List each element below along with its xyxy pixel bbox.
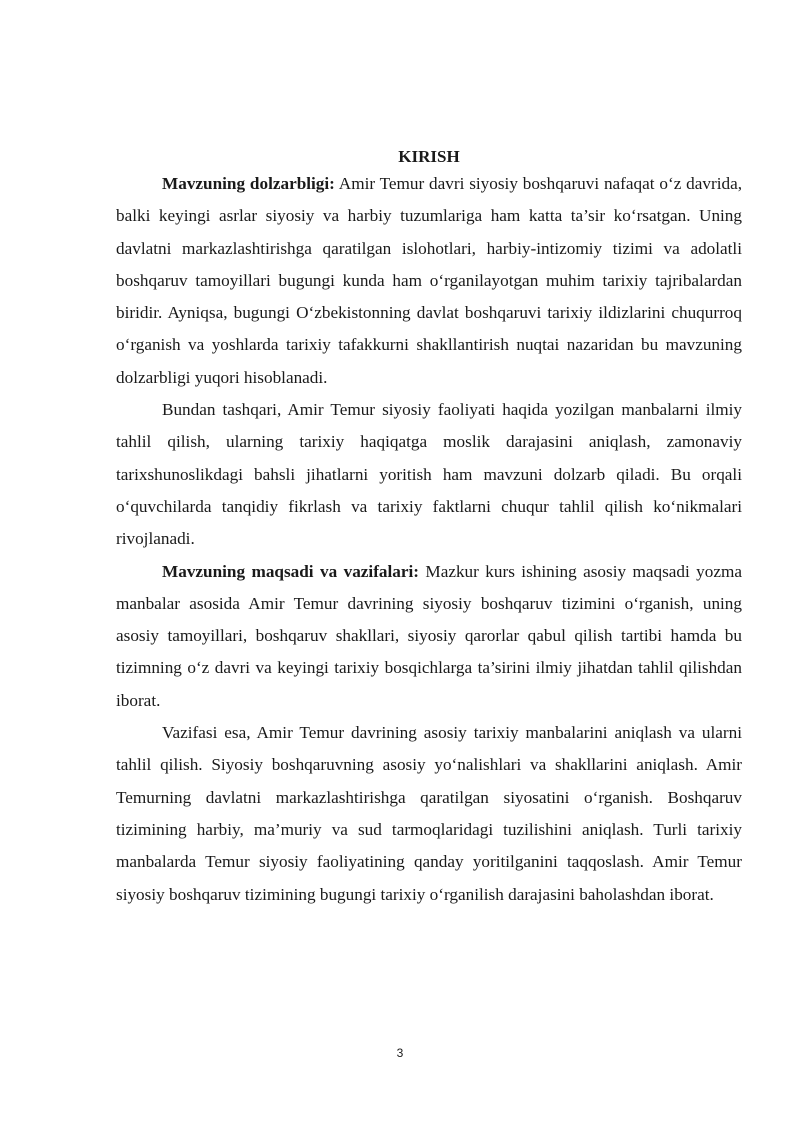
paragraph-relevance xyxy=(116,168,742,394)
paragraph-tasks xyxy=(116,717,742,911)
paragraph-goal xyxy=(116,556,742,717)
paragraph-body: Vazifasi esa, Amir Temur davrining asosiy tarixiy manbalarini aniqlash va ularni tahlil qilish. Siyosiy boshqaruvning asosiy yo‘nalishlari va shakllarini aniqlash. Amir Temurning davlatni markazlashtirishga qaratilgan siyosatini o‘rganish. Boshqaruv tizimining harbiy, ma’muriy va sud tarmoqlaridagi tuzilishini aniqlash. Turli tarixiy manbalarda Temur siyosiy faoliyatining qanday yoritilganini taqqoslash. Amir Temur siyosiy boshqaruv tizimining bugungi tarixiy o‘rganilish darajasini baholashdan iborat. xyxy=(116,723,742,904)
paragraph-lead: Mavzuning maqsadi va vazifalari: xyxy=(162,561,420,581)
paragraph-body: Amir Temur davri siyosiy boshqaruvi nafaqat o‘z davrida, balki keyingi asrlar siyosiy va harbiy tuzumlariga ham katta ta’sir ko‘rsatgan. Uning davlatni markazlashtirishga qaratilgan islohotlari, harbiy-intizomiy tizimi va adolatli boshqaruv tamoyillari bugungi kunda ham o‘rganilayotgan muhim tarixiy tajribalardan biridir. Ayniqsa, bugungi O‘zbekistonning davlat boshqaruvi tarixiy ildizlarini chuqurroq o‘rganish va yoshlarda tarixiy tafakkurni shakllantirish nuqtai nazaridan bu mavzuning dolzarbligi yuqori hisoblanadi. xyxy=(116,174,742,387)
paragraph-body: Bundan tashqari, Amir Temur siyosiy faoliyati haqida yozilgan manbalarni ilmiy tahlil qilish, ularning tarixiy haqiqatga moslik darajasini aniqlash, zamonaviy tarixshunoslikdagi bahsli jihatlarni yoritish ham mavzuni dolzarb qiladi. Bu orqali o‘quvchilarda tanqidiy fikrlash va tarixiy faktlarni chuqur tahlil qilish ko‘nikmalari rivojlanadi. xyxy=(116,400,742,549)
page-number: 3 xyxy=(396,1046,404,1060)
paragraph-additional xyxy=(116,394,742,555)
document-page xyxy=(116,146,742,911)
section-heading: KIRISH xyxy=(398,147,460,166)
paragraph-body: Mazkur kurs ishining asosiy maqsadi yozma manbalar asosida Amir Temur davrining siyosiy boshqaruv tizimini o‘rganish, uning asosiy tamoyillari, boshqaruv shakllari, siyosiy qarorlar qabul qilish tartibi hamda bu tizimning o‘z davri va keyingi tarixiy bosqichlarga ta’sirini ilmiy jihatdan tahlil qilishdan iborat. xyxy=(116,561,742,710)
paragraph-lead: Mavzuning dolzarbligi: xyxy=(162,174,335,193)
